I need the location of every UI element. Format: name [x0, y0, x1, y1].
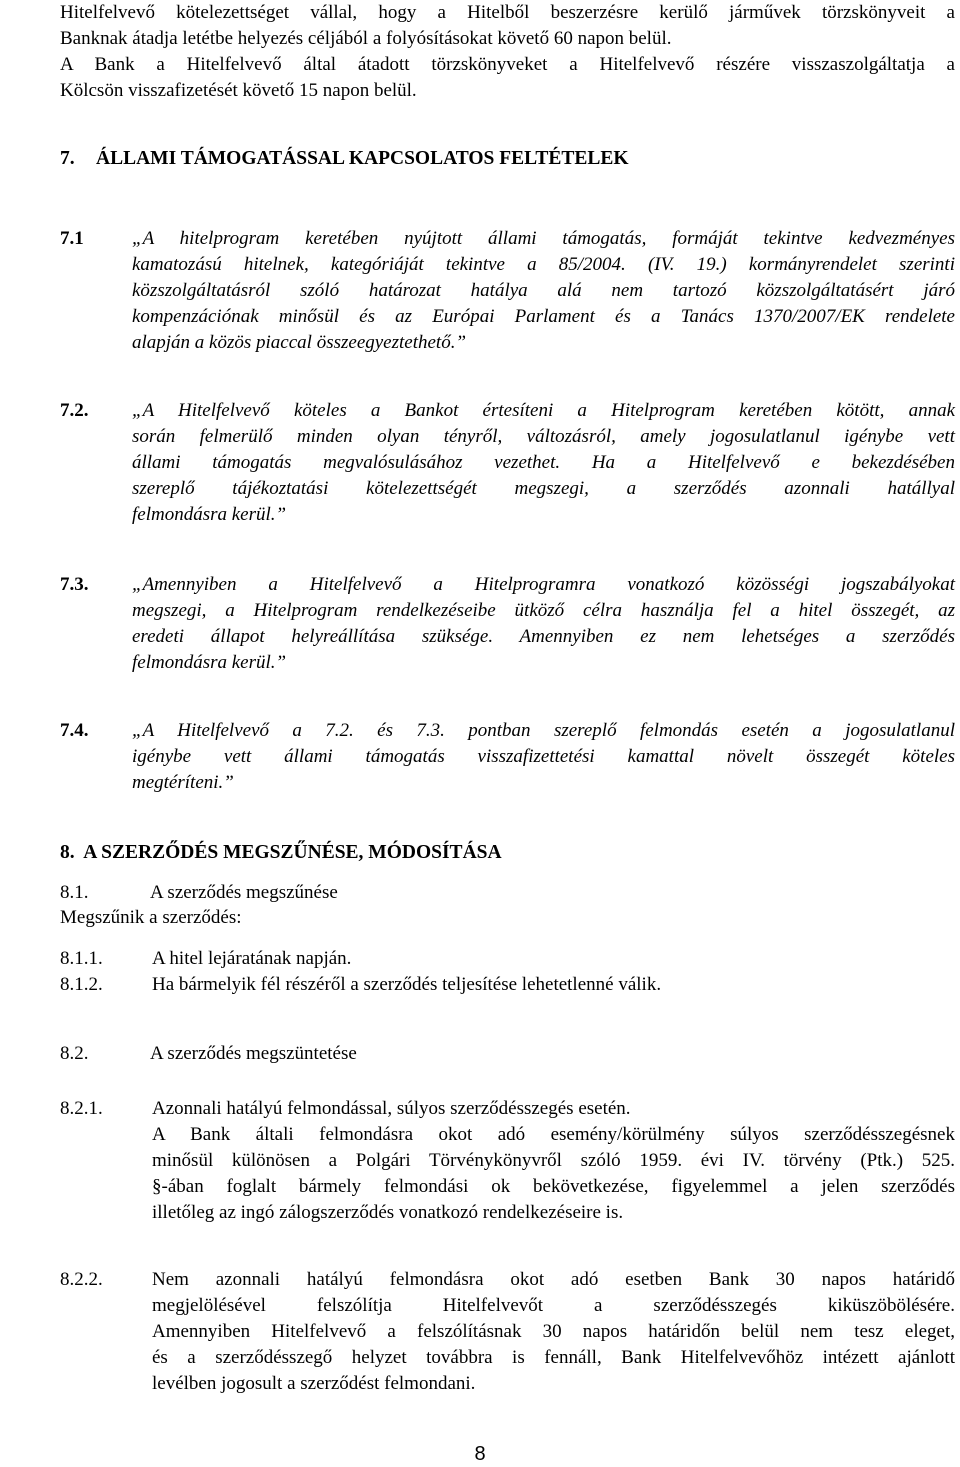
clause-line: kamatozású hitelnek, kategóriáját tekintve a 85/2004. (IV. 19.) kormányrendelet szerinti [132, 254, 955, 275]
clause-line: „A Hitelfelvevő köteles a Bankot értesíteni a Hitelprogram keretében kötött, annak [132, 400, 955, 421]
document-page [60, 0, 955, 1466]
clause-line: megszegi, a Hitelprogram rendelkezéseibe ütköző célra használja fel a hitel összegét, az [132, 600, 955, 621]
clause-8-2-2-number: 8.2.2. [60, 1269, 103, 1290]
clause-line: alapján a közös piaccal összeegyeztethető.” [132, 332, 467, 353]
clause-8-1-1-text: A hitel lejáratának napján. [152, 948, 352, 969]
section-7-title: ÁLLAMI TÁMOGATÁSSAL KAPCSOLATOS FELTÉTELEK [96, 148, 629, 169]
page-number: 8 [474, 1443, 486, 1465]
intro-paragraph [60, 0, 955, 104]
intro-line: Banknak átadja letétbe helyezés céljából a folyósításokat követő 60 napon belül. [60, 28, 672, 49]
clause-line: „A Hitelfelvevő a 7.2. és 7.3. pontban szereplő felmondás esetén a jogosulatlanul [132, 720, 955, 741]
clause-line: megjelölésével felszólítja Hitelfelvevőt a szerződésszegés kiküszöbölésére. [152, 1295, 955, 1316]
intro-line: Kölcsön visszafizetését követő 15 napon belül. [60, 80, 417, 101]
clause-line: igénybe vett állami támogatás visszafizettetési kamattal növelt összegét köteles [132, 746, 955, 767]
clause-line: Nem azonnali hatályú felmondásra okot adó esetben Bank 30 napos határidő [152, 1269, 955, 1290]
clause-line: „A hitelprogram keretében nyújtott állami támogatás, formáját tekintve kedvezményes [132, 228, 955, 249]
clause-text [132, 572, 955, 676]
intro-line: Hitelfelvevő kötelezettséget vállal, hogy a Hitelből beszerzésre kerülő járművek törzskönyveit a [60, 2, 955, 23]
clause-number: 7.1 [60, 228, 84, 249]
clause-line: minősül különösen a Polgári Törvénykönyvről szóló 1959. évi IV. törvény (Ptk.) 525. [152, 1150, 955, 1171]
clause-line: és a szerződésszegő helyzet továbbra is fennáll, Bank Hitelfelvevőhöz intézett ajánlott [152, 1347, 955, 1368]
clause-number: 7.3. [60, 574, 89, 595]
clause-8-2-title: A szerződés megszüntetése [150, 1043, 357, 1064]
intro-line: A Bank a Hitelfelvevő által átadott törzskönyveket a Hitelfelvevő részére visszaszolgáltatja a [60, 54, 955, 75]
clause-line: felmondásra kerül.” [132, 504, 287, 525]
clause-line: állami támogatás megvalósulásához vezethet. Ha a Hitelfelvevő e bekezdésében [132, 452, 955, 473]
clause-number: 7.2. [60, 400, 89, 421]
clause-8-2-number: 8.2. [60, 1043, 89, 1064]
clause-8-1-title: A szerződés megszűnése [150, 882, 338, 903]
clause-number: 7.4. [60, 720, 89, 741]
clause-8-2-2-text [152, 1267, 955, 1397]
clause-line: kompenzációnak minősül és az Európai Parlament és a Tanács 1370/2007/EK rendelete [132, 306, 955, 327]
clause-line: illetőleg az ingó zálogszerződés vonatkozó rendelkezéseire is. [152, 1202, 624, 1223]
clause-line: levélben jogosult a szerződést felmondani. [152, 1373, 476, 1394]
clause-text [132, 398, 955, 528]
clause-text [132, 226, 955, 356]
clause-line: Amennyiben Hitelfelvevő a felszólításnak 30 napos határidőn belül nem tesz eleget, [152, 1321, 955, 1342]
section-8-title: 8. A SZERZŐDÉS MEGSZŰNÉSE, MÓDOSÍTÁSA [60, 842, 502, 863]
clause-8-1-2-number: 8.1.2. [60, 974, 103, 995]
clause-line: szereplő tájékoztatási kötelezettségét megszegi, a szerződés azonnali hatállyal [132, 478, 955, 499]
clause-line: megtéríteni.” [132, 772, 234, 793]
clause-8-1-lead: Megszűnik a szerződés: [60, 907, 242, 928]
clause-line: eredeti állapot helyreállítása szüksége. Amennyiben ez nem lehetséges a szerződés [132, 626, 955, 647]
clause-8-2-1-number: 8.2.1. [60, 1098, 103, 1119]
clause-line: felmondásra kerül.” [132, 652, 287, 673]
clause-line: során felmerülő minden olyan tényről, változásról, amely jogosulatlanul igénybe vett [132, 426, 955, 447]
clause-line: „Amennyiben a Hitelfelvevő a Hitelprogramra vonatkozó közösségi jogszabályokat [132, 574, 955, 595]
clause-line: A Bank általi felmondásra okot adó esemény/körülmény súlyos szerződésszegésnek [152, 1124, 955, 1145]
clause-line: §-ában foglalt bármely felmondási ok bekövetkezése, figyelemmel a jelen szerződés [152, 1176, 955, 1197]
clause-line: Azonnali hatályú felmondással, súlyos szerződésszegés esetén. [152, 1098, 631, 1119]
clause-8-1-number: 8.1. [60, 882, 89, 903]
clause-8-1-1-number: 8.1.1. [60, 948, 103, 969]
clause-8-2-1-text [152, 1096, 955, 1226]
clause-line: közszolgáltatásról szóló határozat hatálya alá nem tartozó közszolgáltatásért járó [132, 280, 955, 301]
clause-8-1-2-text: Ha bármelyik fél részéről a szerződés teljesítése lehetetlenné válik. [152, 974, 662, 995]
clause-text [132, 718, 955, 796]
section-7-number: 7. [60, 148, 75, 169]
